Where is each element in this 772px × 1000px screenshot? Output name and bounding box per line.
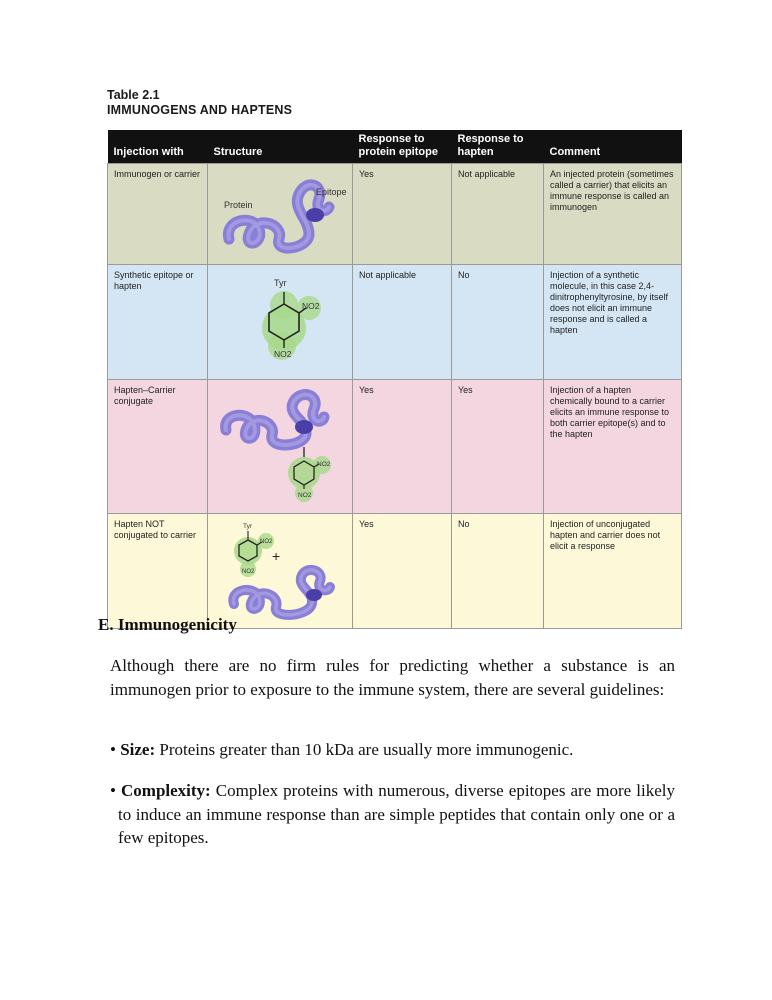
table-number: Table 2.1: [107, 88, 160, 102]
bullet-text: Proteins greater than 10 kDa are usually more immunogenic.: [155, 740, 574, 759]
epitope-label: Epitope: [316, 187, 347, 197]
structure-cell: [208, 380, 353, 514]
bullet-size: • Size: Proteins greater than 10 kDa are usually more immunogenic.: [110, 740, 574, 759]
injection-cell: Synthetic epitope or hapten: [108, 265, 208, 380]
table-row: [108, 164, 682, 265]
comment-cell: Injection of a synthetic molecule, in this case 2,4-dinitrophenyltyrosine, by itself does not elicit an immune response and is called a hapten: [544, 265, 682, 380]
header-hapten-response: Response to hapten: [452, 130, 544, 164]
protein-response-cell: Yes: [353, 380, 452, 514]
protein-chain-icon: [214, 385, 359, 508]
bullet-complexity: • Complexity: Complex proteins with numerous, diverse epitopes are more likely to induce an immune response than are simple peptides that contain only one or a few epitopes.: [110, 781, 675, 847]
plus-label: +: [272, 548, 281, 564]
tyr-label: Tyr: [274, 278, 287, 288]
hapten-response-cell: Not applicable: [452, 164, 544, 265]
comment-cell: Injection of unconjugated hapten and carrier does not elicit a response: [544, 514, 682, 629]
header-comment: Comment: [544, 130, 682, 164]
epitope-icon: [295, 420, 313, 434]
epitope-icon: [306, 589, 322, 601]
injection-cell: Immunogen or carrier: [108, 164, 208, 265]
structure-cell: [208, 164, 353, 265]
structure-cell: [208, 514, 353, 629]
hapten-response-cell: No: [452, 265, 544, 380]
table-caption: [107, 88, 292, 118]
intro-paragraph: Although there are no firm rules for predicting whether a substance is an immunogen prior to exposure to the immune system, there are several guidelines:: [110, 656, 675, 699]
bullet-term: Size:: [120, 740, 156, 759]
protein-response-cell: Yes: [353, 514, 452, 629]
protein-chain-icon: [214, 519, 359, 623]
no2-label: NO2: [242, 569, 255, 575]
protein-chain-icon: [214, 169, 359, 259]
immunogens-table: [107, 130, 682, 629]
table-row: [108, 265, 682, 380]
no2-label: NO2: [302, 301, 320, 311]
bullet-term: Complexity:: [121, 781, 211, 800]
comment-cell: Injection of a hapten chemically bound to a carrier elicits an immune response to both carrier epitope(s) and to the hapten: [544, 380, 682, 514]
tyr-label: Tyr: [243, 523, 253, 530]
protein-response-cell: Yes: [353, 164, 452, 265]
table-header-row: [108, 130, 682, 164]
protein-label: Protein: [224, 200, 253, 210]
comment-cell: An injected protein (sometimes called a carrier) that elicits an immune response is called an immunogen: [544, 164, 682, 265]
hapten-response-cell: No: [452, 514, 544, 629]
table-row: [108, 380, 682, 514]
dinitrophenyl-ring-icon: [214, 270, 359, 374]
no2-label: NO2: [274, 349, 292, 359]
no2-label: NO2: [260, 539, 273, 545]
no2-label: NO2: [317, 461, 331, 468]
header-structure: Structure: [208, 130, 353, 164]
structure-cell: [208, 265, 353, 380]
bullet-text: Complex proteins with numerous, diverse epitopes are more likely to induce an immune response than are simple peptides that contain only one or a few epitopes.: [118, 781, 675, 847]
table-title: IMMUNOGENS AND HAPTENS: [107, 103, 293, 117]
section-heading: E. Immunogenicity: [98, 615, 237, 634]
table-row: [108, 514, 682, 629]
epitope-icon: [306, 208, 324, 222]
hapten-response-cell: Yes: [452, 380, 544, 514]
injection-cell: Hapten–Carrier conjugate: [108, 380, 208, 514]
header-injection: Injection with: [108, 130, 208, 164]
header-protein-response: Response to protein epitope: [353, 130, 452, 164]
protein-response-cell: Not applicable: [353, 265, 452, 380]
no2-label: NO2: [298, 492, 312, 499]
injection-cell: Hapten NOT conjugated to carrier: [108, 514, 208, 629]
